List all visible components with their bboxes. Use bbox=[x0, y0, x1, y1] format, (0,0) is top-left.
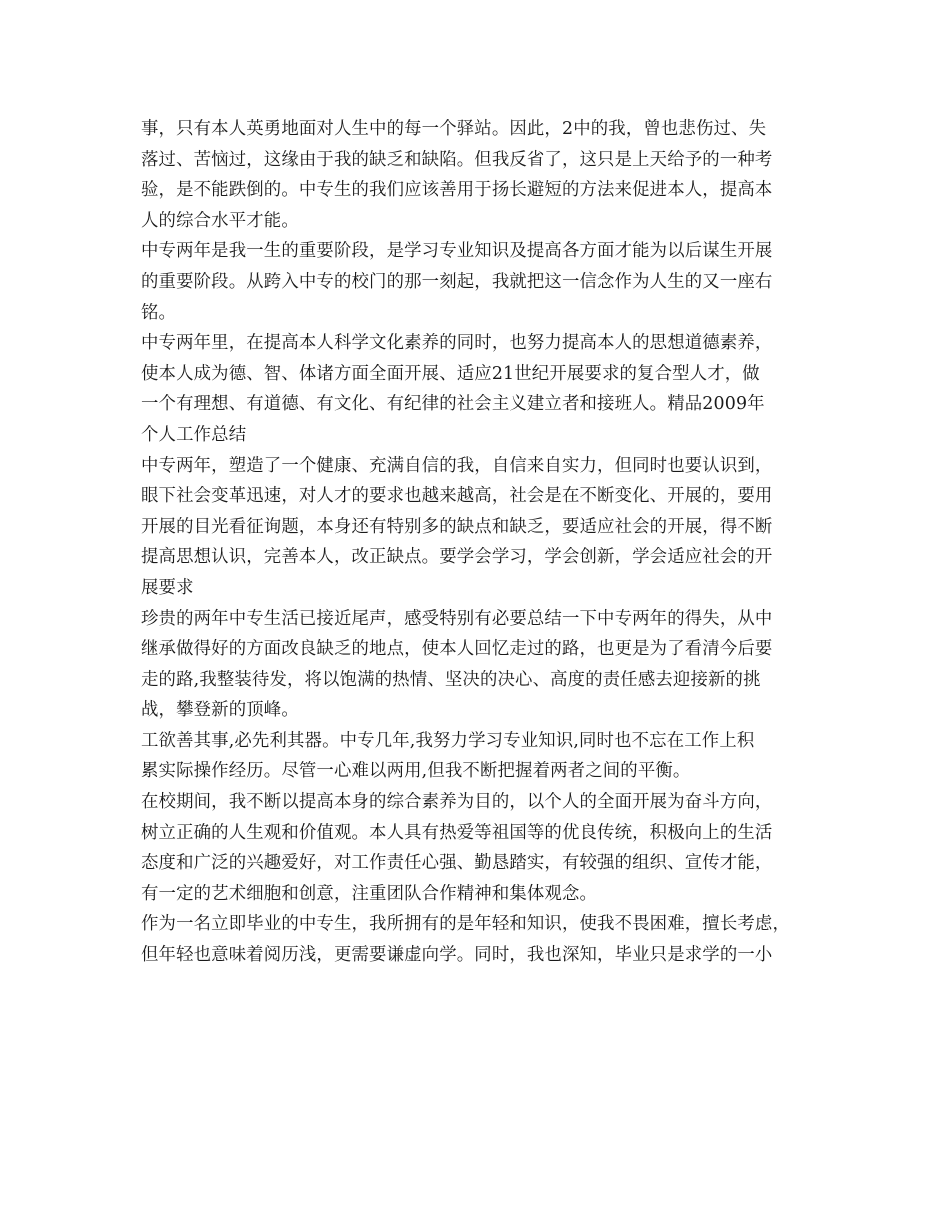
document-body bbox=[141, 114, 813, 971]
text-line: 验，是不能跌倒的。中专生的我们应该善用于扬长避短的方法来促进本人，提高本 bbox=[141, 180, 773, 201]
text-line: 累实际操作经历。尽管一心难以两用,但我不断把握着两者之间的平衡。 bbox=[141, 761, 691, 782]
text-line: 但年轻也意味着阅历浅，更需要谦虚向学。同时，我也深知，毕业只是求学的一小 bbox=[141, 945, 773, 966]
text-line: 提高思想认识，完善本人，改正缺点。要学会学习，学会创新，学会适应社会的开 bbox=[141, 547, 773, 568]
text-line: 中专两年是我一生的重要阶段，是学习专业知识及提高各方面才能为以后谋生开展 bbox=[141, 241, 773, 262]
text-line: 在校期间，我不断以提高本身的综合素养为目的，以个人的全面开展为奋斗方向， bbox=[141, 792, 773, 813]
text-line: 树立正确的人生观和价值观。本人具有热爱等祖国等的优良传统，积极向上的生活 bbox=[141, 822, 773, 843]
text-line: 战，攀登新的顶峰。 bbox=[141, 700, 299, 721]
text-line: 中专两年，塑造了一个健康、充满自信的我，自信来自实力，但同时也要认识到， bbox=[141, 455, 773, 476]
text-line: 事，只有本人英勇地面对人生中的每一个驿站。因此，2中的我，曾也悲伤过、失 bbox=[141, 119, 767, 139]
text-line: 眼下社会变革迅速，对人才的要求也越来越高，社会是在不断变化、开展的，要用 bbox=[141, 486, 773, 507]
text-line: 走的路,我整装待发，将以饱满的热情、坚决的决心、高度的责任感去迎接新的挑 bbox=[141, 669, 761, 690]
text-line: 铭。 bbox=[141, 302, 177, 323]
text-line: 工欲善其事,必先利其器。中专几年,我努力学习专业知识,同时也不忘在工作上积 bbox=[141, 730, 755, 751]
text-line: 个人工作总结 bbox=[141, 424, 247, 445]
text-line: 态度和广泛的兴趣爱好，对工作责任心强、勤恳踏实，有较强的组织、宣传才能， bbox=[141, 853, 773, 874]
text-line: 的重要阶段。从跨入中专的校门的那一刻起，我就把这一信念作为人生的又一座右 bbox=[141, 271, 773, 292]
text-line: 人的综合水平才能。 bbox=[141, 210, 299, 231]
text-line: 作为一名立即毕业的中专生，我所拥有的是年轻和知识，使我不畏困难，擅长考虑， bbox=[141, 914, 791, 935]
text-line: 继承做得好的方面改良缺乏的地点，使本人回忆走过的路，也更是为了看清今后要 bbox=[141, 639, 773, 660]
text-line: 中专两年里，在提高本人科学文化素养的同时，也努力提高本人的思想道德素养， bbox=[141, 333, 773, 354]
text-line: 展要求 bbox=[141, 577, 194, 598]
text-line: 开展的目光看征询题，本身还有特别多的缺点和缺乏，要适应社会的开展，得不断 bbox=[141, 516, 773, 537]
text-line: 一个有理想、有道德、有文化、有纪律的社会主义建立者和接班人。精品2009年 bbox=[141, 394, 765, 415]
text-line: 使本人成为德、智、体诸方面全面开展、适应21世纪开展要求的复合型人才，做 bbox=[141, 363, 760, 384]
text-line: 有一定的艺术细胞和创意，注重团队合作精神和集体观念。 bbox=[141, 883, 598, 904]
text-line: 珍贵的两年中专生活已接近尾声，感受特别有必要总结一下中专两年的得失，从中 bbox=[141, 608, 773, 629]
text-line: 落过、苦恼过，这缘由于我的缺乏和缺陷。但我反省了，这只是上天给予的一种考 bbox=[141, 149, 773, 170]
